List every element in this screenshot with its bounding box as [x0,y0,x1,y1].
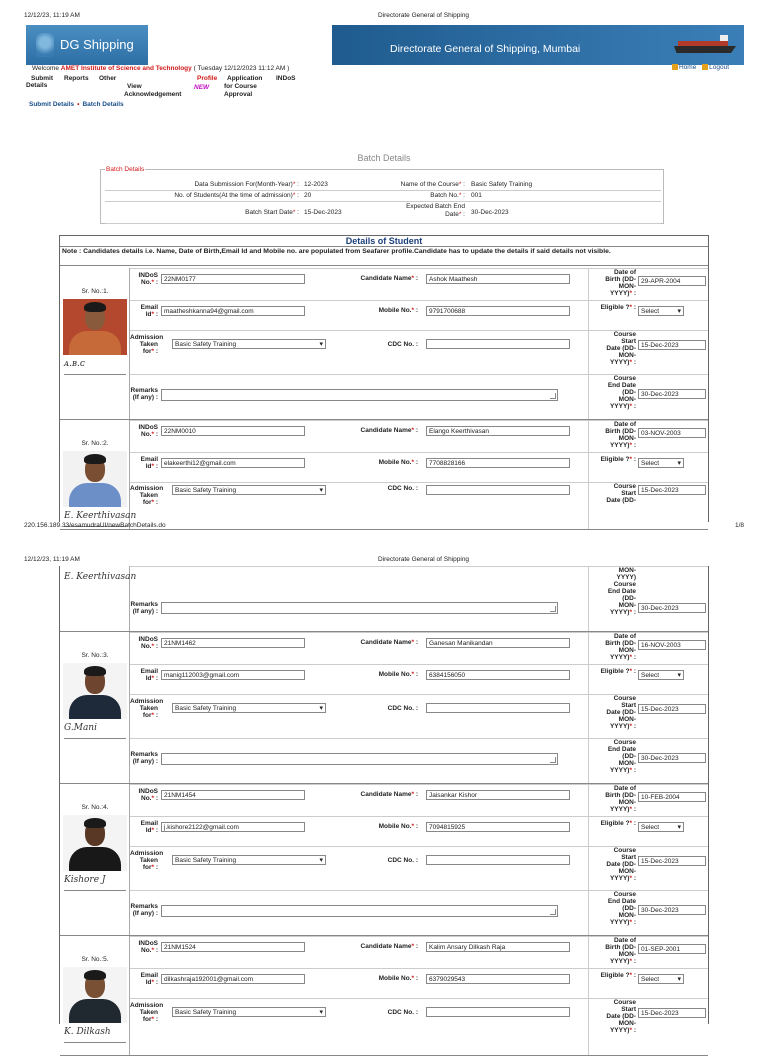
form-row [130,816,708,846]
indos-input[interactable]: 22NM0177 [161,274,305,284]
course-end-label: Course End Date (DD- MON- YYYY)* : [607,891,636,926]
dob-input[interactable]: 29-APR-2004 [638,276,706,286]
batch-no-label: Batch No. [430,192,459,199]
course-start-input[interactable]: 15-Dec-2023 [638,1008,706,1018]
candidate-name-input[interactable]: Kalim Ansary Dilkash Raja [426,942,570,952]
form-row [130,784,708,816]
submission-value: 12-2023 [304,181,328,188]
mobile-input[interactable]: 6379029543 [426,974,570,984]
top-links [672,64,733,71]
student-details-section [59,235,709,522]
course-start-input[interactable]: 15-Dec-2023 [638,485,706,495]
email-label: Email Id* : [140,304,158,318]
remarks-textarea[interactable] [161,389,558,401]
course-start-label: Course Start Date (DD- MON- YYYY)* : [606,999,636,1034]
admission-course-select[interactable]: Basic Safety Training ▾ [172,1007,326,1017]
students-value: 20 [304,192,312,199]
cdc-label: CDC No. : [387,341,418,348]
page-title: Batch Details [357,153,411,163]
cdc-input[interactable] [426,1007,570,1017]
student-photo-column [60,268,130,419]
form-row [130,998,708,1042]
remarks-label: Remarks (If any) : [130,387,158,401]
start-label: Batch Start Date [245,209,293,216]
email-input[interactable]: maatheshkanna94@gmail.com [161,306,305,316]
student-section-title: Details of Student [60,236,708,247]
course-end-label: Course End Date (DD- MON- YYYY)* : [607,375,636,410]
dob-label: Date of Birth (DD- MON- YYYY)* : [605,269,636,297]
cdc-input[interactable] [426,485,570,495]
course-end-input[interactable]: 30-Dec-2023 [638,905,706,915]
institute-name: AMET Institute of Science and Technology [60,65,192,72]
menu-submit[interactable]: Submit [31,75,54,82]
ship-icon [674,35,736,53]
new-badge: NEW [194,84,210,91]
student-photo [63,451,127,507]
students-label: No. of Students(At the time of admission) [174,192,293,199]
email-label: Email Id* : [140,972,158,986]
remarks-textarea[interactable] [161,602,558,614]
form-row [130,846,708,890]
home-link[interactable]: Home [679,64,697,71]
remarks-textarea[interactable] [161,753,558,765]
student-signature: E. Keerthivasan [64,572,137,582]
eligible-select[interactable]: Select ▾ [638,458,684,468]
menu-indos[interactable]: INDoS [276,75,296,82]
course-start-input[interactable]: 15-Dec-2023 [638,340,706,350]
print-site-title: Directorate General of Shipping [378,556,470,563]
course-start-input[interactable]: 15-Dec-2023 [638,704,706,714]
course-end-label: MON- YYYY) Course End Date (DD- MON- YYYY)* : [607,567,636,616]
mobile-input[interactable]: 9791700688 [426,306,570,316]
course-end-input[interactable]: 30-Dec-2023 [638,753,706,763]
form-row [130,664,708,694]
serial-number: Sr. No.:2. [81,440,109,447]
eligible-select[interactable]: Select ▾ [638,974,684,984]
print-url: 220.156.189.33/esamudraUI/newBatchDetails.do [24,522,166,529]
email-label: Email Id* : [140,456,158,470]
mobile-label: Mobile No.* : [378,823,418,830]
logout-icon [702,64,708,70]
course-start-label: Course Start Date (DD- MON- YYYY)* : [606,847,636,882]
student-photo [63,967,127,1023]
mobile-label: Mobile No.* : [378,671,418,678]
admission-course-select[interactable]: Basic Safety Training ▾ [172,855,326,865]
student-card [60,632,708,784]
main-menu [26,75,326,101]
candidate-name-label: Candidate Name* : [360,791,418,798]
indos-input[interactable]: 21NM1454 [161,790,305,800]
form-row [130,738,708,784]
course-start-input[interactable]: 15-Dec-2023 [638,856,706,866]
end-label-2: Date [445,211,459,218]
menu-details[interactable]: Details [26,82,48,89]
mobile-input[interactable]: 7094815925 [426,822,570,832]
dob-label: Date of Birth (DD- MON- YYYY)* : [605,785,636,813]
student-card [60,268,708,420]
student-signature: ᴀ.ʙ.ᴄ [64,359,126,375]
menu-approval[interactable]: Approval [224,91,253,98]
student-card [60,566,708,632]
eligible-label: Eligible ?* : [600,668,636,675]
menu-acknowledgement[interactable]: Acknowledgement [124,91,182,98]
dob-input[interactable]: 16-NOV-2003 [638,640,706,650]
banner-title [332,25,744,65]
form-row [130,374,708,420]
login-datetime: ( Tuesday 12/12/2023 11:12 AM ) [193,65,290,72]
mobile-input[interactable]: 6384156050 [426,670,570,680]
eligible-select[interactable]: Select ▾ [638,306,684,316]
breadcrumb: Submit Details • Batch Details [29,101,124,108]
dob-input[interactable]: 01-SEP-2001 [638,944,706,954]
serial-number: Sr. No.:3. [81,652,109,659]
admission-label: Admission Taken for* : [130,698,164,719]
student-photo [63,663,127,719]
menu-reports[interactable]: Reports [64,75,89,82]
indos-label: INDoS No.* : [138,788,158,802]
dg-shipping-logo[interactable]: DG Shipping [26,25,148,65]
student-card [60,784,708,936]
serial-number: Sr. No.:1. [81,288,109,295]
end-value: 30-Dec-2023 [471,209,509,216]
candidate-name-input[interactable]: Ganesan Manikandan [426,638,570,648]
print-footer [0,522,768,532]
student-note: Note : Candidates details i.e. Name, Date of Birth,Email Id and Mobile no. are populated from Seafarer profile.Candidate has to update the details if said details not visible. [60,247,708,266]
print-timestamp: 12/12/23, 11:19 AM [24,556,80,563]
serial-number: Sr. No.:4. [81,804,109,811]
mobile-label: Mobile No.* : [378,307,418,314]
home-icon [672,64,678,70]
print-timestamp: 12/12/23, 11:19 AM [24,12,80,19]
eligible-label: Eligible ?* : [600,820,636,827]
dob-input[interactable]: 03-NOV-2003 [638,428,706,438]
course-start-label: Course Start Date (DD- [606,483,636,504]
student-photo [63,815,127,871]
candidate-name-label: Candidate Name* : [360,427,418,434]
print-page-number: 1/8 [735,522,745,529]
mobile-label: Mobile No.* : [378,459,418,466]
form-row [130,300,708,330]
breadcrumb-batch-details[interactable]: Batch Details [82,101,124,108]
form-row [130,566,708,632]
email-input[interactable]: elakeerthi12@gmail.com [161,458,305,468]
remarks-textarea[interactable] [161,905,558,917]
remarks-label: Remarks (If any) : [130,601,158,615]
student-signature: G.Mani [64,723,126,739]
form-row [130,968,708,998]
remarks-label: Remarks (If any) : [130,751,158,765]
form-row [130,890,708,936]
candidate-name-label: Candidate Name* : [360,275,418,282]
form-row [130,936,708,968]
course-label: Name of the Course [400,181,459,188]
email-label: Email Id* : [140,820,158,834]
form-row [130,482,708,522]
cdc-label: CDC No. : [387,485,418,492]
student-photo-column [60,632,130,783]
course-start-label: Course Start Date (DD- MON- YYYY)* : [606,695,636,730]
form-row [130,452,708,482]
cdc-label: CDC No. : [387,705,418,712]
batch-details-fieldset: Batch Details Data Submission For(Month-Year)* : 12-2023 Name of the Course* : Basic Safety Training No. of Students(At the time of admission)* : 20 Batch No.* : 001 Batch Start Date* : 15-Dec-2023 Expected Batch End Date* : 30-Dec-2023 [100,166,664,224]
dob-label: Date of Birth (DD- MON- YYYY)* : [605,421,636,449]
batch-no-value: 001 [471,192,482,199]
admission-label: Admission Taken for* : [130,1002,164,1023]
indos-input[interactable]: 22NM0010 [161,426,305,436]
print-header [0,12,768,24]
dob-label: Date of Birth (DD- MON- YYYY)* : [605,633,636,661]
email-input[interactable]: j.kishore2122@gmail.com [161,822,305,832]
start-value: 15-Dec-2023 [304,209,342,216]
email-input[interactable]: manig112003@gmail.com [161,670,305,680]
email-input[interactable]: dilkashraja192001@gmail.com [161,974,305,984]
menu-application[interactable]: Application [227,75,263,82]
course-value: Basic Safety Training [471,181,533,188]
form-row [130,330,708,374]
candidate-name-input[interactable]: Jaisankar Kishor [426,790,570,800]
student-signature: K. Dilkash [64,1027,126,1043]
form-row [130,420,708,452]
candidate-name-input[interactable]: Ashok Maathesh [426,274,570,284]
serial-number: Sr. No.:5. [81,956,109,963]
menu-for-course[interactable]: for Course [224,83,257,90]
eligible-label: Eligible ?* : [600,304,636,311]
candidate-name-label: Candidate Name* : [360,943,418,950]
end-label-1: Expected Batch End [406,203,465,210]
cdc-label: CDC No. : [387,857,418,864]
student-card [60,936,708,1056]
eligible-select[interactable]: Select ▾ [638,822,684,832]
course-start-label: Course Start Date (DD- MON- YYYY)* : [606,331,636,366]
dob-label: Date of Birth (DD- MON- YYYY)* : [605,937,636,965]
breadcrumb-submit-details[interactable]: Submit Details [29,101,75,108]
menu-profile[interactable]: Profile [197,75,218,82]
menu-view[interactable]: View [127,83,142,90]
student-details-continued [59,566,709,1037]
cdc-label: CDC No. : [387,1009,418,1016]
admission-label: Admission Taken for* : [130,850,164,871]
candidate-name-input[interactable]: Elango Keerthivasan [426,426,570,436]
cdc-input[interactable] [426,339,570,349]
course-end-label: Course End Date (DD- MON- YYYY)* : [607,739,636,774]
logout-link[interactable]: Logout [709,64,730,71]
eligible-label: Eligible ?* : [600,456,636,463]
mobile-input[interactable]: 7708828166 [426,458,570,468]
admission-course-select[interactable]: Basic Safety Training ▾ [172,339,326,349]
indos-label: INDoS No.* : [138,424,158,438]
candidate-name-label: Candidate Name* : [360,639,418,646]
form-row [130,632,708,664]
admission-course-select[interactable]: Basic Safety Training ▾ [172,703,326,713]
student-signature: E. Keerthivasan [64,511,126,527]
student-photo-column [60,784,130,935]
student-signature: Kishore J [64,875,126,891]
student-photo [63,299,127,355]
batch-details-legend: Batch Details [106,166,145,173]
student-photo-column [60,936,130,1055]
indos-label: INDoS No.* : [138,636,158,650]
eligible-label: Eligible ?* : [600,972,636,979]
form-row [130,694,708,738]
admission-course-select[interactable]: Basic Safety Training ▾ [172,485,326,495]
banner [26,25,744,65]
student-photo-column [60,566,137,631]
menu-other[interactable]: Other [99,75,117,82]
form-row [130,268,708,300]
mobile-label: Mobile No.* : [378,975,418,982]
welcome-prefix: Welcome [32,65,59,72]
email-label: Email Id* : [140,668,158,682]
indos-label: INDoS No.* : [138,940,158,954]
course-end-input[interactable]: 30-Dec-2023 [638,389,706,399]
indos-label: INDoS No.* : [138,272,158,286]
cdc-input[interactable] [426,703,570,713]
course-end-input[interactable]: 30-Dec-2023 [638,603,706,613]
indos-input[interactable]: 21NM1524 [161,942,305,952]
indos-input[interactable]: 21NM1462 [161,638,305,648]
remarks-label: Remarks (If any) : [130,903,158,917]
admission-label: Admission Taken for* : [130,334,164,355]
submission-label: Data Submission For(Month-Year) [194,181,293,188]
student-card [60,420,708,530]
banner-title-text: Directorate General of Shipping, Mumbai [390,43,581,55]
welcome-line [32,65,289,72]
cdc-input[interactable] [426,855,570,865]
dob-input[interactable]: 10-FEB-2004 [638,792,706,802]
eligible-select[interactable]: Select ▾ [638,670,684,680]
admission-label: Admission Taken for* : [130,485,164,506]
print-site-title: Directorate General of Shipping [378,12,470,19]
